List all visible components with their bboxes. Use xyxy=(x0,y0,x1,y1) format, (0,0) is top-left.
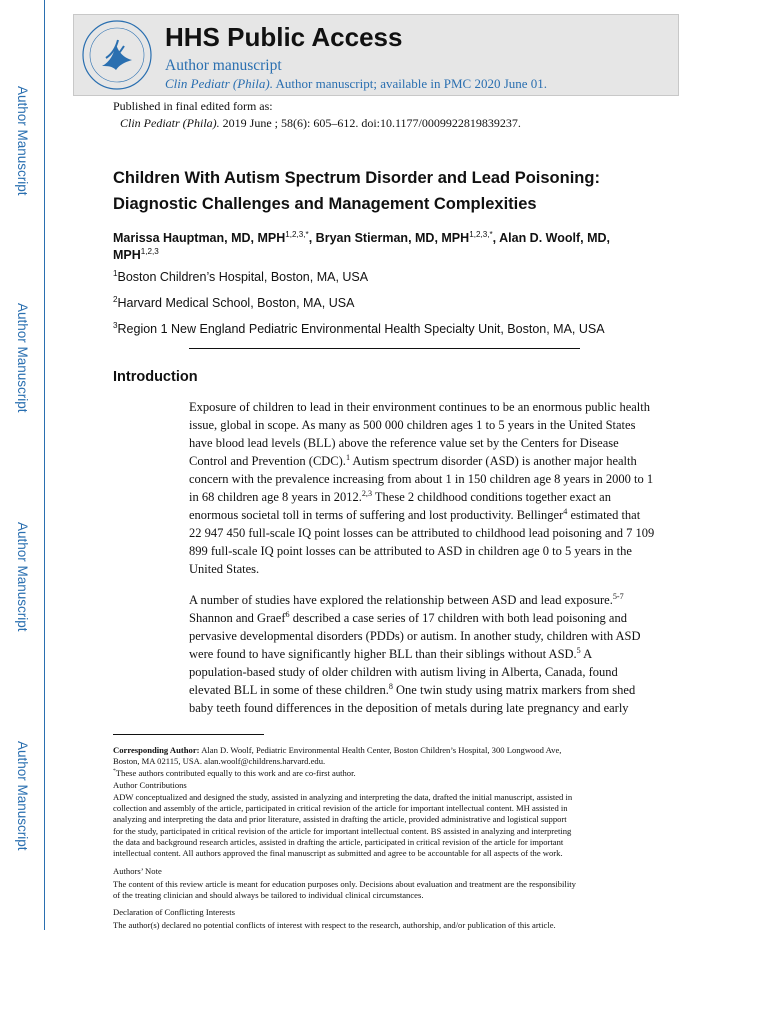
footnote-divider xyxy=(113,734,264,735)
published-label: Published in final edited form as: xyxy=(113,99,273,113)
body-paragraph: Exposure of children to lead in their environment continues to be an enormous public health issue, global in scope. As many as 500 000 children ages 1 to 5 years in the United States have blood lead levels (BLL) above the reference value set by the Centers for Disease Control and Prevention (CDC).$^1$ Autism spectrum disorder (ASD) is another major health concern with the prevalence increasing from about 1 in 150 children age 8 years in 2000 to 1 in 68 children age 8 years in 2012.$^{2,3}$ These 2 childhood conditions together exact an enormous societal toll in terms of suffering and lost productivity. Bellinger$^4$ estimated that 22 947 450 full-scale IQ point losses can be attributed to childhood lead poisoning and 7 109 899 full-scale IQ point losses can be attributed to ASD in children age 0 to 5 years in the United States. xyxy=(189,400,655,576)
article-title: Children With Autism Spectrum Disorder and Lead Poisoning: Diagnostic Challenges and Management Complexities xyxy=(113,169,600,213)
note-heading: Authors’ Note xyxy=(113,866,162,876)
conflict-heading: Declaration of Conflicting Interests xyxy=(113,907,235,917)
equal-contribution-note: *These authors contributed equally to this work and are co-first author. xyxy=(113,768,356,778)
banner-subtitle: Author manuscript xyxy=(165,57,282,74)
sidebar-label: Author Manuscript xyxy=(15,741,30,851)
author-name: Bryan Stierman, MD, MPH xyxy=(315,231,470,245)
section-heading: Introduction xyxy=(113,369,198,385)
affiliation: $^2$Harvard Medical School, Boston, MA, USA xyxy=(113,294,355,310)
hhs-eagle-logo-icon xyxy=(80,18,154,92)
corresponding-author-note: Corresponding Author: Alan D. Woolf, Pediatric Environmental Health Center, Boston Children’s Hospital, 300 Longwood Ave, Boston, MA 02115, USA. alan.woolf@childrens.harvard.edu. xyxy=(113,745,562,767)
author-list: Marissa Hauptman, MD, $MPH^{1,2,3,*}$, Bryan Stierman, MD, $MPH^{1,2,3,*}$, Alan D. Woolf, MD, MPH$^{1,2,3}$ xyxy=(113,229,610,262)
contributions-heading: Author Contributions xyxy=(113,780,187,790)
contributions-text: ADW conceptualized and designed the study, assisted in analyzing and interpreting the data, drafted the initial manuscript, assisted in collection and assembly of the article, participated in critical revision of the article for important intellectual content. MH assisted in analyzing and interpreting the data and prior literature, assisted in drafting the article, provided administrative and logistical support for the study, participated in critical revision of the article for important intellectual content. BS assisted in analyzing and interpreting the data and background research articles, assisted in drafting the article, participated in critical revision of the article for important intellectual content. All authors approved the final manuscript as submitted and agree to be accountable for all aspects of the work. xyxy=(113,792,573,859)
sidebar-label: Author Manuscript xyxy=(15,86,30,196)
sidebar-divider xyxy=(44,0,45,930)
sidebar-label: Author Manuscript xyxy=(15,522,30,632)
affiliation: $^3$Region 1 New England Pediatric Environmental Health Specialty Unit, Boston, MA, USA xyxy=(113,320,605,336)
banner-title: HHS Public Access xyxy=(165,22,403,52)
note-text: The content of this review article is meant for education purposes only. Decisions about evaluation and treatment are the responsibility of the treating clinician and should always be tailored to individual clinical circumstances. xyxy=(113,879,576,901)
published-citation: Clin Pediatr (Phila). 2019 June ; 58(6): 605–612. doi:10.1177/0009922819839237. xyxy=(120,116,521,130)
author-name: Alan D. Woolf, MD, MPH xyxy=(113,231,610,262)
conflict-text: The author(s) declared no potential conflicts of interest with respect to the research, authorship, and/or publication of this article. xyxy=(113,920,556,930)
sidebar-label: Author Manuscript xyxy=(15,303,30,413)
banner-availability: Clin Pediatr (Phila). Author manuscript; available in PMC 2020 June 01. xyxy=(165,76,548,91)
author-name: Marissa Hauptman, MD, MPH xyxy=(113,231,286,245)
affiliation: $^1$Boston Children’s Hospital, Boston, MA, USA xyxy=(113,268,369,284)
body-paragraph: A number of studies have explored the relationship between ASD and lead exposure.$^{5-7}$ Shannon and Graef$^6$ described a case series of 17 children with both lead poisoning and pervasive developmental disorders (PDDs) or autism. In another study, children with ASD were found to have significantly higher BLL than their siblings without ASD.$^5$ A population-based study of older children with autism living in Alberta, Canada, found elevated BLL in some of these children.$^8$ One twin study using matrix markers from shed baby teeth found differences in the deposition of metals during late pregnancy and early xyxy=(189,591,641,715)
section-divider xyxy=(189,348,580,349)
